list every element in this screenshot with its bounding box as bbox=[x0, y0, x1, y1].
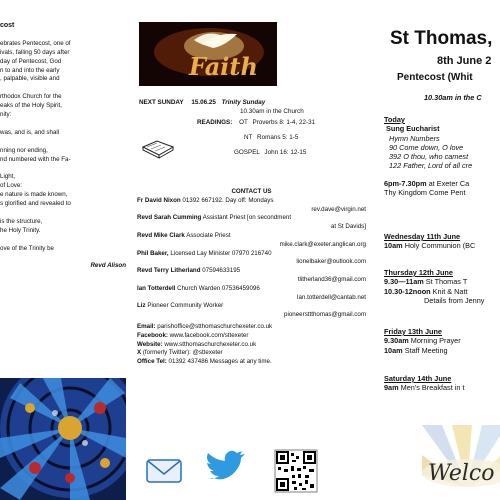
contact-email[interactable]: tlitherland36@gmail.com bbox=[297, 275, 366, 283]
contact-detail: Church Warden 07536459096 bbox=[175, 284, 260, 292]
service-date: 8th June 2 bbox=[437, 55, 492, 67]
contact-name: Ian Totterdell bbox=[137, 284, 176, 292]
qr-code-icon bbox=[275, 450, 317, 492]
next-sunday-time: 10.30am in the Church bbox=[240, 107, 304, 115]
event-text: Morning Prayer bbox=[408, 336, 461, 346]
contact-detail: Assistant Priest [on secondment bbox=[201, 214, 292, 222]
contact-detail: Licensed Lay Minister 07970 216740 bbox=[168, 249, 272, 257]
website-label: Website: bbox=[137, 340, 163, 348]
signature: Revd Alison bbox=[90, 262, 126, 270]
today-section bbox=[384, 115, 472, 197]
email-icon bbox=[147, 460, 181, 482]
event-text: Holy Communion (BC bbox=[402, 241, 476, 251]
church-title: St Thomas, bbox=[390, 28, 493, 49]
right-panel bbox=[380, 0, 500, 500]
thursday-section bbox=[384, 268, 484, 305]
event-time: 9.30am bbox=[384, 336, 409, 346]
hymns-label: Hymn Numbers bbox=[389, 133, 440, 143]
contact-email[interactable]: Ian.totterdell@cantab.net bbox=[296, 293, 366, 301]
stained-glass-image bbox=[0, 378, 126, 500]
reflection-line: day of Pentecost, God bbox=[0, 57, 62, 65]
saturday-section bbox=[384, 374, 465, 393]
reflection-line: is the structure, bbox=[0, 217, 43, 225]
contact-name: Revd Sarah Cumming bbox=[137, 214, 202, 222]
reflection-line: nning nor ending, bbox=[0, 146, 48, 154]
reading-text: John 16: 12-15 bbox=[264, 148, 307, 156]
evening-text: at Exeter Ca bbox=[426, 178, 470, 188]
reading-text: Proverbs 8: 1-4, 22-31 bbox=[252, 119, 316, 127]
reflection-line: eaks of the Holy Spirit, bbox=[0, 102, 62, 110]
wednesday-heading: Wednesday 11th June bbox=[384, 232, 461, 241]
reflection-line: of Love: bbox=[0, 182, 23, 190]
reading-label: OT bbox=[239, 119, 248, 127]
contact-detail: 01392 667192. Day off: Mondays bbox=[180, 196, 274, 204]
event-time: 10am bbox=[384, 345, 403, 355]
email-link[interactable]: parishoffice@stthomaschurchexeter.co.uk bbox=[155, 322, 273, 330]
next-sunday-label: NEXT SUNDAY bbox=[139, 99, 184, 106]
reflection-heading: cost bbox=[0, 22, 15, 29]
website-link[interactable]: www.stthomaschurchexeter.co.uk bbox=[162, 340, 257, 348]
today-heading: Today bbox=[384, 115, 405, 124]
reflection-line: Light, bbox=[0, 173, 16, 181]
contacts-title: CONTACT US bbox=[231, 188, 272, 195]
next-sunday-date: 15.06.25 bbox=[191, 99, 216, 106]
friday-section bbox=[384, 327, 461, 355]
reflection-line: , palpable, visible and bbox=[0, 75, 60, 83]
readings-label: READINGS: bbox=[197, 119, 233, 127]
contact-email[interactable]: rev.dave@virgin.net bbox=[311, 205, 366, 213]
evening-time: 6pm-7.30pm bbox=[384, 178, 427, 188]
saturday-heading: Saturday 14th June bbox=[384, 374, 452, 383]
office-tel: 01392 437486 Messages at any time. bbox=[166, 358, 272, 366]
contact-name: Fr David Nixon bbox=[137, 196, 181, 204]
evening-text-2: Thy Kingdom Come Pent bbox=[384, 188, 466, 198]
reading-label: GOSPEL bbox=[234, 148, 260, 156]
reflection-line: ove of the Trinity be bbox=[0, 244, 54, 252]
event-time: 9.30—11am bbox=[384, 277, 424, 287]
reflection-line: e nature is made known, bbox=[0, 191, 68, 199]
reflection-line: ivals, falling 50 days after bbox=[0, 48, 70, 56]
facebook-label: Facebook: bbox=[137, 331, 168, 339]
twitter-icon bbox=[207, 451, 245, 480]
contact-detail: Associate Priest bbox=[184, 231, 231, 239]
bible-icon bbox=[141, 133, 175, 159]
contact-detail: Pioneer Community Worker bbox=[145, 302, 224, 310]
event-text: St Thomas T bbox=[423, 277, 468, 287]
reading-label: NT bbox=[244, 134, 253, 142]
office-tel-label: Office Tel: bbox=[137, 358, 167, 366]
contact-name: Revd Terry Litherland bbox=[137, 267, 201, 275]
today-service: Sung Eucharist bbox=[386, 124, 440, 134]
event-time: 10.30-12noon bbox=[384, 286, 431, 296]
faith-word: Faith bbox=[189, 52, 258, 81]
hymn-item: 122 Father, Lord of all cre bbox=[389, 161, 473, 171]
occasion-title: Pentecost (Whit bbox=[397, 72, 473, 83]
contact-email[interactable]: mike.clark@exeter.anglican.org bbox=[279, 240, 366, 248]
reflection-line: n to and into the early bbox=[0, 66, 60, 74]
faith-banner bbox=[139, 22, 361, 86]
thursday-heading: Thursday 12th June bbox=[384, 268, 453, 277]
reflection-line: s glorified and revealed to bbox=[0, 200, 71, 208]
event-text: Details from Jenny bbox=[424, 295, 485, 305]
reading-text: Romans 5: 1-5 bbox=[257, 134, 299, 142]
contact-name: Phil Baker, bbox=[137, 249, 169, 257]
hymn-item: 392 O thou, who camest bbox=[389, 152, 469, 162]
contact-note: at St Davids] bbox=[330, 223, 366, 231]
friday-heading: Friday 13th June bbox=[384, 327, 442, 336]
email-label: Email: bbox=[137, 322, 156, 330]
event-time: 9am bbox=[384, 383, 399, 393]
contact-email[interactable]: lionelbaker@outlook.com bbox=[296, 258, 366, 266]
contact-detail: 07594633195 bbox=[200, 267, 241, 275]
event-text: Men's Breakfast in t bbox=[398, 383, 465, 393]
facebook-link[interactable]: www.facebook.com/sttexeter bbox=[167, 331, 249, 339]
x-handle[interactable]: (formerly Twitter): @sttexeter bbox=[141, 349, 223, 357]
middle-panel bbox=[137, 0, 368, 500]
contact-name: Liz bbox=[137, 302, 146, 310]
reflection-line: nity: bbox=[0, 111, 12, 119]
reflection-line: was, and is, and shall bbox=[0, 128, 60, 136]
wednesday-section bbox=[384, 232, 475, 251]
reflection-line: rthodox Church for the bbox=[0, 93, 62, 101]
contact-email[interactable]: pioneersttthomas@gmail.com bbox=[284, 311, 366, 319]
left-panel-text bbox=[0, 0, 126, 375]
hymn-item: 90 Come down, O love bbox=[389, 142, 464, 152]
x-label: X bbox=[137, 349, 142, 357]
welcome-image bbox=[422, 425, 500, 495]
event-text: Knit & Natt bbox=[430, 286, 468, 296]
event-time: 10am bbox=[384, 241, 403, 251]
contact-name: Revd Mike Clark bbox=[137, 231, 185, 239]
event-text: Staff Meeting bbox=[402, 345, 448, 355]
service-time: 10.30am in the C bbox=[424, 93, 482, 102]
reflection-line: ebrates Pentecost, one of bbox=[0, 39, 71, 47]
next-sunday-name: Trinity Sunday bbox=[221, 99, 266, 106]
contacts-block bbox=[137, 188, 366, 367]
welcome-text: Welco bbox=[428, 461, 495, 486]
contact-icons-row bbox=[145, 448, 360, 494]
reflection-line: nd numbered with the Fa- bbox=[0, 155, 71, 163]
reflection-line: he Holy Trinity. bbox=[0, 226, 41, 234]
